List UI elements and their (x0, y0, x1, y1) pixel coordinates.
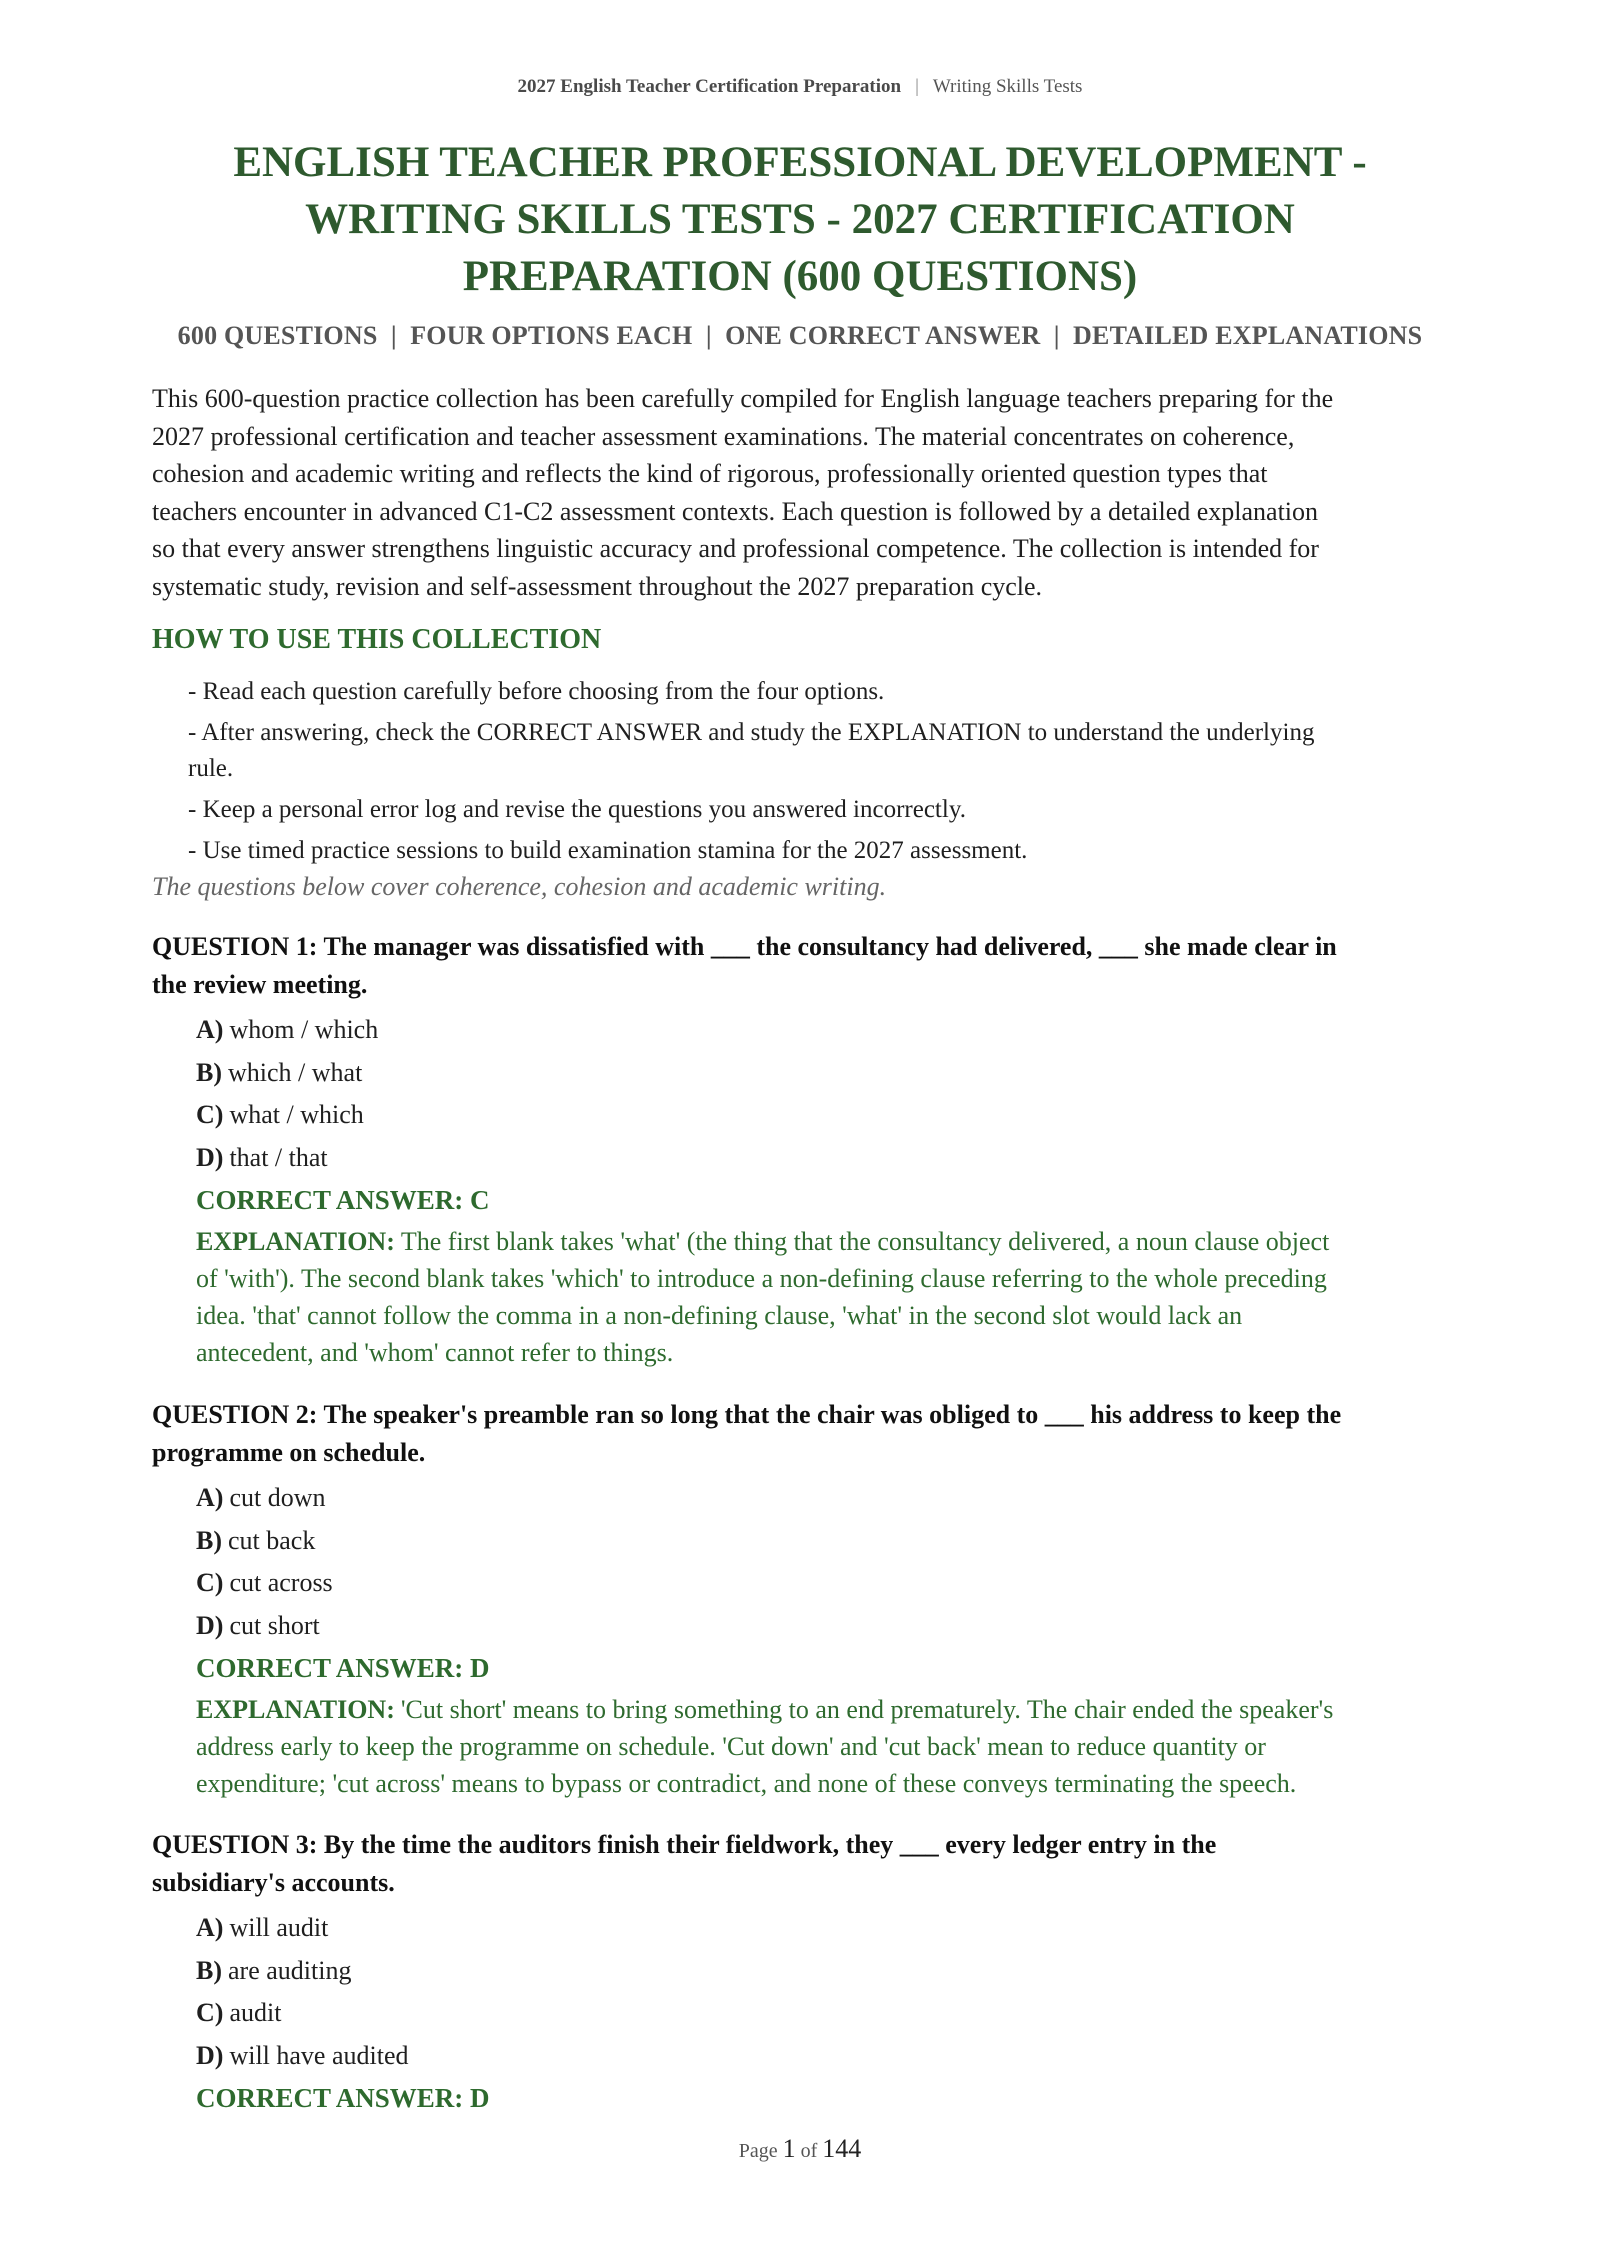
option-text: cut back (228, 1525, 316, 1555)
option-letter: A) (196, 1015, 224, 1044)
option-list (196, 1907, 1448, 2077)
intro-line: 2027 professional certification and teacher assessment examinations. The material concentrates on coherence, (152, 421, 1295, 451)
option-list (196, 1009, 1448, 1179)
explanation-line: of 'with'). The second blank takes 'which' to introduce a non-defining clause referring to the whole preceding (196, 1264, 1327, 1293)
page-number (0, 2134, 1600, 2164)
title-line: PREPARATION (600 QUESTIONS) (462, 253, 1138, 300)
option-text: will have audited (229, 2040, 409, 2070)
option-letter: D) (196, 1610, 224, 1640)
option-item (196, 1950, 1448, 1993)
question-stem (152, 928, 1448, 1003)
howto-list (188, 674, 1448, 874)
header-separator: | (915, 76, 919, 97)
question-stem-line: programme on schedule. (152, 1437, 426, 1467)
howto-item-line: - After answering, check the CORRECT ANSWER and study the EXPLANATION to understand the underlying (188, 719, 1315, 746)
howto-heading: HOW TO USE THIS COLLECTION (152, 624, 602, 655)
subtitle-text: 600 QUESTIONS | FOUR OPTIONS EACH | ONE CORRECT ANSWER | DETAILED EXPLANATIONS (177, 321, 1423, 350)
option-item (196, 1992, 1448, 2035)
option-letter: D) (196, 1142, 224, 1172)
howto-item (188, 833, 1448, 869)
intro-line: so that every answer strengthens linguistic accuracy and professional competence. The collection is intended for (152, 534, 1319, 563)
option-letter: C) (196, 1998, 224, 2027)
option-list (196, 1477, 1448, 1647)
explanation-line: antecedent, and 'whom' cannot refer to things. (196, 1338, 674, 1367)
intro-line: cohesion and academic writing and reflects the kind of rigorous, professionally oriented question types that (152, 459, 1268, 488)
document-title (180, 134, 1420, 305)
question-block (152, 928, 1448, 1371)
option-item (196, 2035, 1448, 2078)
option-letter: A) (196, 1913, 224, 1942)
question-stem-line: subsidiary's accounts. (152, 1867, 395, 1897)
howto-item-line: - Use timed practice sessions to build examination stamina for the 2027 assessment. (188, 837, 1028, 864)
question-stem-line: QUESTION 3: By the time the auditors finish their fieldwork, they ___ every ledger entry in the (152, 1830, 1217, 1859)
correct-answer: CORRECT ANSWER: D (196, 1653, 490, 1683)
question-stem-line: QUESTION 1: The manager was dissatisfied with ___ the consultancy had delivered, ___ she made clear in (152, 932, 1337, 961)
howto-item-line: - Read each question carefully before choosing from the four options. (188, 678, 885, 705)
correct-answer: CORRECT ANSWER: C (196, 1185, 490, 1215)
howto-item-line: rule. (188, 755, 234, 782)
explanation-line: The first blank takes 'what' (the thing that the consultancy delivered, a noun clause object (400, 1227, 1330, 1256)
page-label: Page (738, 2140, 778, 2162)
intro-line: teachers encounter in advanced C1-C2 assessment contexts. Each question is followed by a detailed explanation (152, 496, 1319, 526)
question-stem (152, 1826, 1448, 1901)
explanation (196, 1691, 1448, 1802)
total-pages: 144 (822, 2134, 862, 2163)
explanation-line: 'Cut short' means to bring something to an end prematurely. The chair ended the speaker's (400, 1695, 1334, 1724)
title-line: WRITING SKILLS TESTS - 2027 CERTIFICATION (305, 196, 1295, 243)
question-stem-line: QUESTION 2: The speaker's preamble ran so long that the chair was obliged to ___ his address to keep the (152, 1400, 1342, 1429)
correct-answer: CORRECT ANSWER: D (196, 2083, 490, 2113)
page-of-label: of (800, 2140, 818, 2162)
explanation-label: EXPLANATION: (196, 1227, 395, 1256)
question-block (152, 1826, 1448, 2119)
explanation-label: EXPLANATION: (196, 1695, 395, 1724)
question-stem (152, 1396, 1448, 1471)
header-section-title: Writing Skills Tests (932, 76, 1083, 97)
question-stem-line: the review meeting. (152, 969, 368, 999)
question-block (152, 1396, 1448, 1802)
cover-note: The questions below cover coherence, cohesion and academic writing. (152, 872, 887, 901)
current-page: 1 (782, 2134, 796, 2163)
howto-item-line: - Keep a personal error log and revise the questions you answered incorrectly. (188, 796, 966, 823)
option-letter: B) (196, 1057, 222, 1087)
explanation (196, 1223, 1448, 1371)
option-item (196, 1562, 1448, 1605)
document-subtitle (0, 321, 1600, 351)
option-text: cut across (229, 1568, 333, 1597)
explanation-line: address early to keep the programme on schedule. 'Cut down' and 'cut back' mean to reduce quantity or (196, 1732, 1266, 1761)
option-text: what / which (229, 1100, 364, 1129)
option-item (196, 1520, 1448, 1563)
option-letter: B) (196, 1525, 222, 1555)
running-header (0, 76, 1600, 98)
intro-line: This 600-question practice collection has been carefully compiled for English language teachers preparing for the (152, 384, 1334, 413)
option-text: whom / which (229, 1015, 379, 1044)
intro-paragraph (152, 380, 1448, 605)
option-text: will audit (229, 1913, 329, 1942)
option-item (196, 1052, 1448, 1095)
option-item (196, 1009, 1448, 1052)
option-text: that / that (229, 1142, 328, 1172)
option-letter: A) (196, 1483, 224, 1512)
header-series-title: 2027 English Teacher Certification Preparation (517, 76, 902, 97)
option-text: audit (229, 1998, 282, 2027)
option-item (196, 1605, 1448, 1648)
option-item (196, 1094, 1448, 1137)
option-letter: B) (196, 1955, 222, 1985)
option-item (196, 1137, 1448, 1180)
title-line: ENGLISH TEACHER PROFESSIONAL DEVELOPMENT - (233, 139, 1367, 186)
option-item (196, 1477, 1448, 1520)
howto-item (188, 674, 1448, 710)
option-letter: D) (196, 2040, 224, 2070)
howto-item (188, 715, 1448, 787)
option-letter: C) (196, 1568, 224, 1597)
option-text: are auditing (228, 1955, 352, 1985)
option-text: which / what (228, 1057, 363, 1087)
option-text: cut short (229, 1610, 320, 1640)
howto-item (188, 792, 1448, 828)
option-letter: C) (196, 1100, 224, 1129)
option-item (196, 1907, 1448, 1950)
explanation-line: idea. 'that' cannot follow the comma in a non-defining clause, 'what' in the second slot would lack an (196, 1301, 1243, 1330)
explanation-line: expenditure; 'cut across' means to bypass or contradict, and none of these conveys terminating the speech. (196, 1769, 1297, 1798)
option-text: cut down (229, 1483, 326, 1512)
intro-line: systematic study, revision and self-assessment throughout the 2027 preparation cycle. (152, 571, 1043, 601)
